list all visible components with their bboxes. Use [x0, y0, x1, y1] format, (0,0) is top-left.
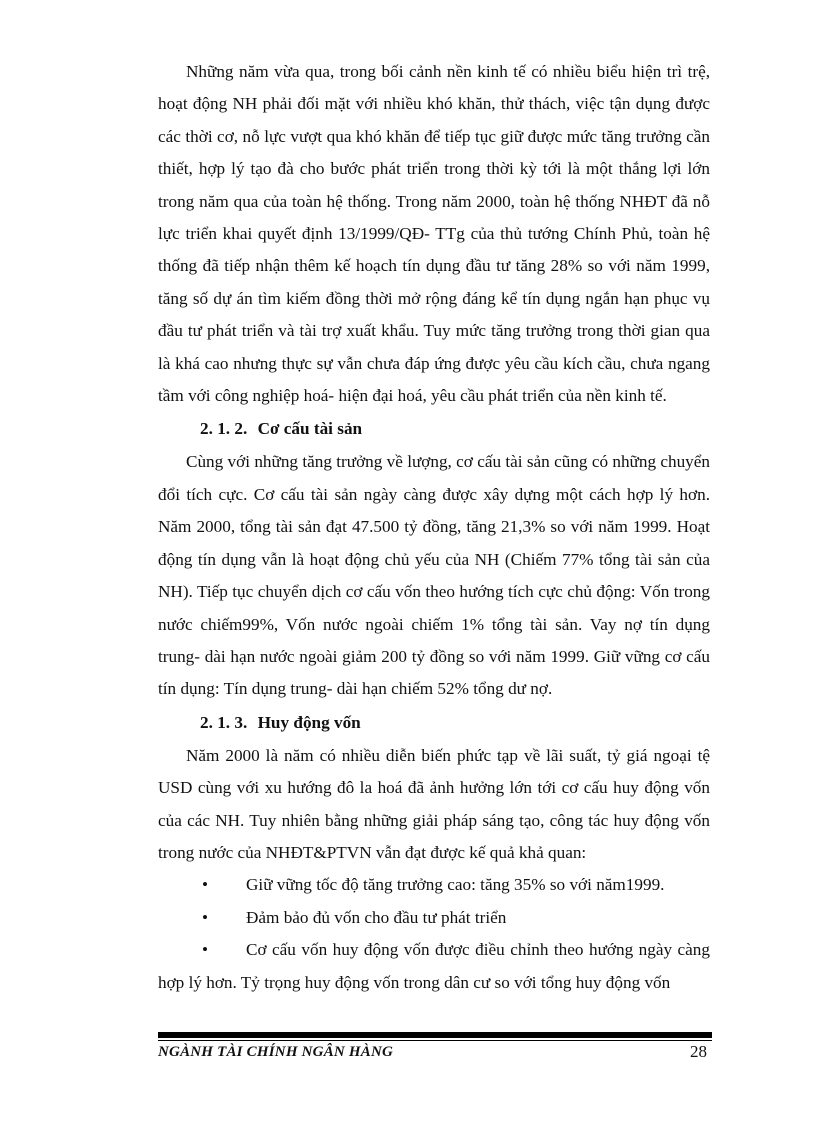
footer-title: NGÀNH TÀI CHÍNH NGÂN HÀNG — [158, 1044, 394, 1060]
section-heading-capital-mobilization — [158, 706, 710, 740]
section-number: 2. 1. 3. — [200, 712, 248, 732]
bullet-item — [158, 934, 710, 999]
document-body — [158, 56, 710, 999]
section-title: Cơ cấu tài sản — [257, 419, 363, 439]
section-heading-asset-structure — [158, 412, 710, 446]
bullet-icon: • — [202, 907, 209, 927]
bullet-text: Giữ vững tốc độ tăng trưởng cao: tăng 35% so với năm1999. — [246, 875, 665, 895]
page-number: 28 — [690, 1042, 707, 1061]
footer-divider — [158, 1032, 712, 1038]
bullet-icon: • — [202, 875, 209, 895]
bullet-item — [158, 902, 710, 934]
section-number: 2. 1. 2. — [200, 419, 248, 439]
section-title: Huy động vốn — [257, 712, 361, 732]
paragraph-asset-structure: Cùng với những tăng trưởng về lượng, cơ cấu tài sản cũng có những chuyển đổi tích cực. Cơ cấu tài sản ngày càng được xây dựng một cách hợp lý hơn. Năm 2000, tổng tài sản đạt 47.500 tỷ đồng, tăng 21,3% so với năm 1999. Hoạt động tín dụng vẫn là hoạt động chủ yếu của NH (Chiếm 77% tổng tài sản của NH). Tiếp tục chuyển dịch cơ cấu vốn theo hướng tích cực chủ động: Vốn trong nước chiếm99%, Vốn nước ngoài chiếm 1% tổng tài sản. Vay nợ tín dụng trung- dài hạn nước ngoài giảm 200 tỷ đồng so với năm 1999. Giữ vững cơ cấu tín dụng: Tín dụng trung- dài hạn chiếm 52% tổng dư nợ. — [158, 452, 710, 699]
bullet-item — [158, 869, 710, 901]
paragraph-intro: Những năm vừa qua, trong bối cảnh nền kinh tế có nhiều biểu hiện trì trệ, hoạt động NH phải đối mặt với nhiều khó khăn, thử thách, việc tận dụng được các thời cơ, nỗ lực vượt qua khó khăn để tiếp tục giữ được mức tăng trưởng cần thiết, hợp lý tạo đà cho bước phát triển trong thời kỳ tới là một thắng lợi lớn trong năm qua của toàn hệ thống. Trong năm 2000, toàn hệ thống NHĐT đã nỗ lực triển khai quyết định 13/1999/QĐ- TTg của thủ tướng Chính Phủ, toàn hệ thống đã tiếp nhận thêm kế hoạch tín dụng đầu tư tăng 28% so với năm 1999, tăng số dự án tìm kiếm đồng thời mở rộng đáng kể tín dụng ngắn hạn phục vụ đầu tư phát triển và tài trợ xuất khẩu. Tuy mức tăng trưởng trong thời gian qua là khá cao nhưng thực sự vẫn chưa đáp ứng được yêu cầu kích cầu, chưa ngang tầm với công nghiệp hoá- hiện đại hoá, yêu cầu phát triển của nền kinh tế. — [158, 62, 710, 406]
footer-divider-thin — [158, 1040, 712, 1041]
bullet-text: Đảm bảo đủ vốn cho đầu tư phát triển — [246, 907, 507, 927]
bullet-icon: • — [202, 940, 209, 960]
paragraph-capital-mobilization: Năm 2000 là năm có nhiều diễn biến phức tạp về lãi suất, tỷ giá ngoại tệ USD cùng với xu hướng đô la hoá đã ảnh hưởng lớn tới cơ cấu huy động vốn của các NH. Tuy nhiên bằng những giải pháp sáng tạo, công tác huy động vốn trong nước của NHĐT&PTVN vẫn đạt được kế quả khả quan: — [158, 745, 710, 862]
bullet-text: Cơ cấu vốn huy động vốn được điều chỉnh theo hướng ngày càng hợp lý hơn. Tỷ trọng huy động vốn trong dân cư so với tổng huy động vốn — [158, 940, 710, 992]
